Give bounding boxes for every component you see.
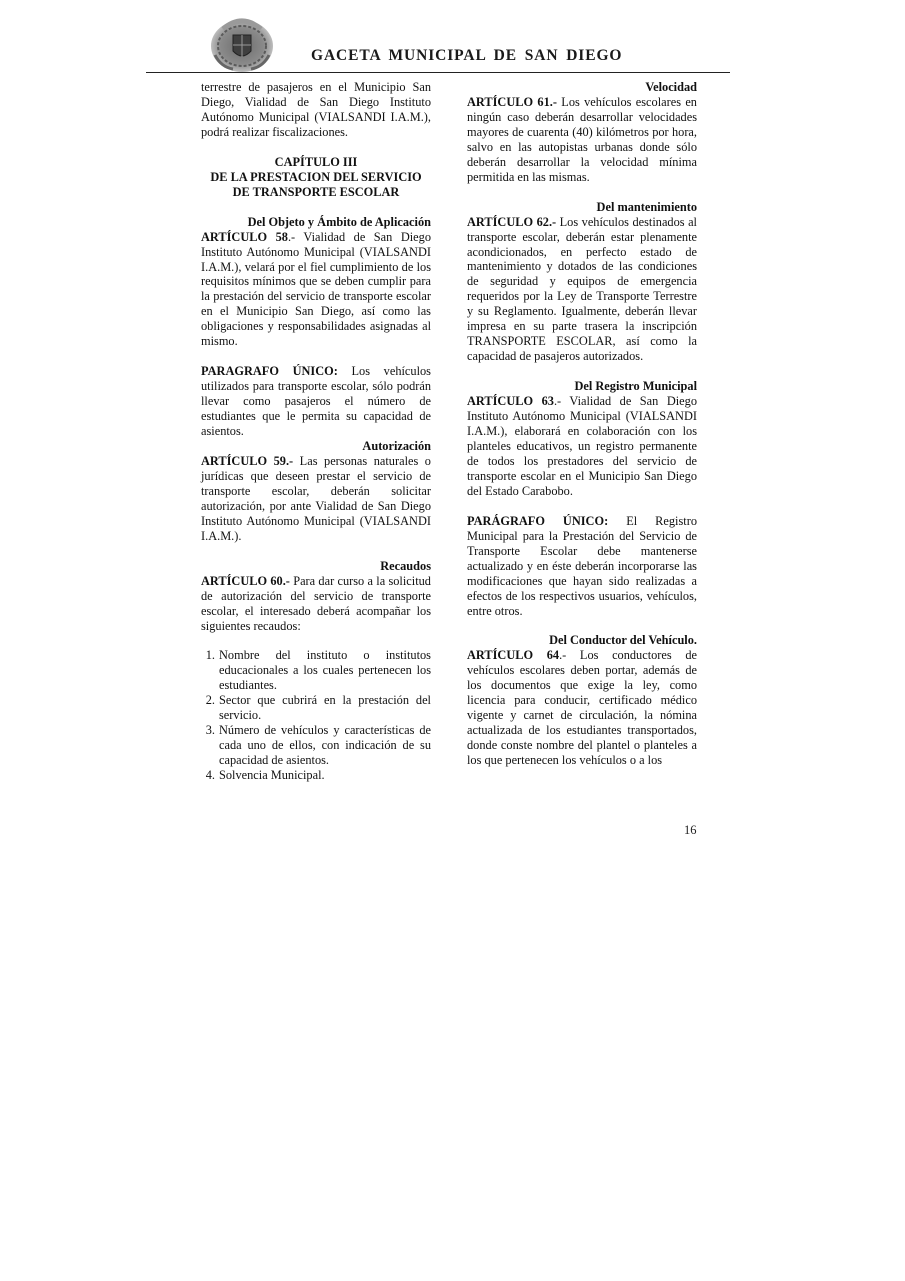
article-59-text: Las personas naturales o jurídicas que deseen prestar el servicio de transporte escolar, deberán solicitar autorización, por ante Vialidad de San Diego Instituto Autónomo Municipal (VIALSANDI I.A.M.). bbox=[201, 453, 431, 543]
paragrafo-unico-58-text: Los vehículos utilizados para transporte escolar, sólo podrán llevar como pasajeros el número de estudiantes que le permita su capacidad de asientos. bbox=[201, 364, 431, 439]
paragrafo-unico-63-label: PARÁGRAFO ÚNICO: bbox=[467, 513, 609, 528]
article-59-label: ARTÍCULO 59.- bbox=[201, 453, 294, 468]
paragrafo-unico-58 bbox=[201, 364, 431, 439]
article-64-text: .- Los conductores de vehículos escolares deben portar, además de los documentos que exige la ley, como licencia para conducir, certificado médico vigente y carnet de circulación, la nómina actualizada de los estudiantes transportados, donde conste nombre del plantel o planteles a los que pertenecen los vehículos o a los bbox=[467, 648, 697, 768]
gazette-title: GACETA MUNICIPAL DE SAN DIEGO bbox=[311, 47, 623, 64]
article-63-text: .- Vialidad de San Diego Instituto Autónomo Municipal (VIALSANDI I.A.M.), elaborará en colaboración con los planteles educativos, un registro permanente de todos los prestadores del servicio de transporte escolar en el Municipio San Diego del Estado Carabobo. bbox=[467, 394, 697, 498]
article-60 bbox=[201, 574, 431, 634]
article-62-text: Los vehículos destinados al transporte escolar, deberán estar plenamente acondicionados, en perfecto estado de mantenimiento y dotados de las condiciones de seguridad y equipos de emergencia requeridos por la Ley de Transporte Terrestre y su Reglamento. Igualmente, deberán llevar impresa en su parte trasera la inscripción TRANSPORTE ESCOLAR, así como la capacidad de pasajeros autorizados. bbox=[467, 214, 697, 364]
list-item: 2. Sector que cubrirá en la prestación del servicio. bbox=[205, 693, 431, 723]
section-heading-conductor: Del Conductor del Vehículo. bbox=[549, 633, 697, 648]
list-item: 3. Número de vehículos y características de cada uno de ellos, con indicación de su capacidad de asientos. bbox=[205, 723, 431, 768]
article-61-label: ARTÍCULO 61.- bbox=[467, 94, 557, 109]
section-heading-registro: Del Registro Municipal bbox=[574, 379, 697, 394]
article-62 bbox=[467, 215, 697, 365]
left-column bbox=[201, 80, 431, 783]
header-divider bbox=[146, 72, 730, 73]
chapter-title-line1: DE LA PRESTACION DEL SERVICIO bbox=[210, 169, 422, 184]
continuation-paragraph: terrestre de pasajeros en el Municipio San Diego, Vialidad de San Diego Instituto Autónomo Municipal (VIALSANDI I.A.M.), podrá realizar fiscalizaciones. bbox=[201, 80, 431, 139]
section-heading-mantenimiento: Del mantenimiento bbox=[596, 199, 697, 214]
chapter-number: CAPÍTULO III bbox=[274, 154, 358, 169]
article-59 bbox=[201, 454, 431, 544]
article-63 bbox=[467, 394, 697, 499]
article-58-text: .- Vialidad de San Diego Instituto Autónomo Municipal (VIALSANDI I.A.M.), velará por el fiel cumplimiento de los requisitos mínimos que se deben cumplir para la prestación del servicio de transporte escolar en el Municipio San Diego, así como las obligaciones y responsabilidades asignadas al mismo. bbox=[201, 229, 431, 349]
article-58-label: ARTÍCULO 58 bbox=[201, 229, 288, 244]
article-64-label: ARTÍCULO 64 bbox=[467, 648, 560, 663]
paragrafo-unico-58-label: PARAGRAFO ÚNICO: bbox=[201, 364, 338, 379]
section-heading-objeto: Del Objeto y Ámbito de Aplicación bbox=[247, 214, 431, 229]
section-heading-recaudos: Recaudos bbox=[380, 558, 431, 573]
paragrafo-unico-63-text: El Registro Municipal para la Prestación del Servicio de Transporte Escolar debe mantenerse actualizado y en éste deberán incorporarse las modificaciones que hayan sido realizadas a efectos de los respectivos usuarios, vehículos, entre otros. bbox=[467, 513, 697, 618]
section-heading-velocidad: Velocidad bbox=[645, 80, 697, 94]
municipal-seal-icon bbox=[209, 15, 275, 73]
recaudos-list bbox=[201, 648, 431, 783]
article-60-text: Para dar curso a la solicitud de autorización del servicio de transporte escolar, el interesado deberá acompañar los siguientes recaudos: bbox=[201, 573, 431, 633]
section-heading-autorizacion: Autorización bbox=[362, 439, 431, 454]
article-58 bbox=[201, 230, 431, 350]
article-61 bbox=[467, 95, 697, 185]
right-column bbox=[467, 80, 697, 768]
list-item: 1. Nombre del instituto o institutos educacionales a los cuales pertenecen los estudiantes. bbox=[205, 648, 431, 693]
list-item: 4. Solvencia Municipal. bbox=[205, 768, 325, 783]
paragrafo-unico-63 bbox=[467, 514, 697, 619]
article-61-text: Los vehículos escolares en ningún caso deberán desarrollar velocidades mayores de cuarenta (40) kilómetros por hora, salvo en las autopistas urbanas donde sólo deberán desarrollar la velocidad mínima permitida en las mismas. bbox=[467, 94, 697, 184]
article-63-label: ARTÍCULO 63 bbox=[467, 394, 554, 409]
page-number: 16 bbox=[684, 823, 697, 837]
chapter-title-line2: DE TRANSPORTE ESCOLAR bbox=[232, 184, 400, 199]
article-60-label: ARTÍCULO 60.- bbox=[201, 573, 290, 588]
article-62-label: ARTÍCULO 62.- bbox=[467, 214, 557, 229]
article-64 bbox=[467, 648, 697, 768]
